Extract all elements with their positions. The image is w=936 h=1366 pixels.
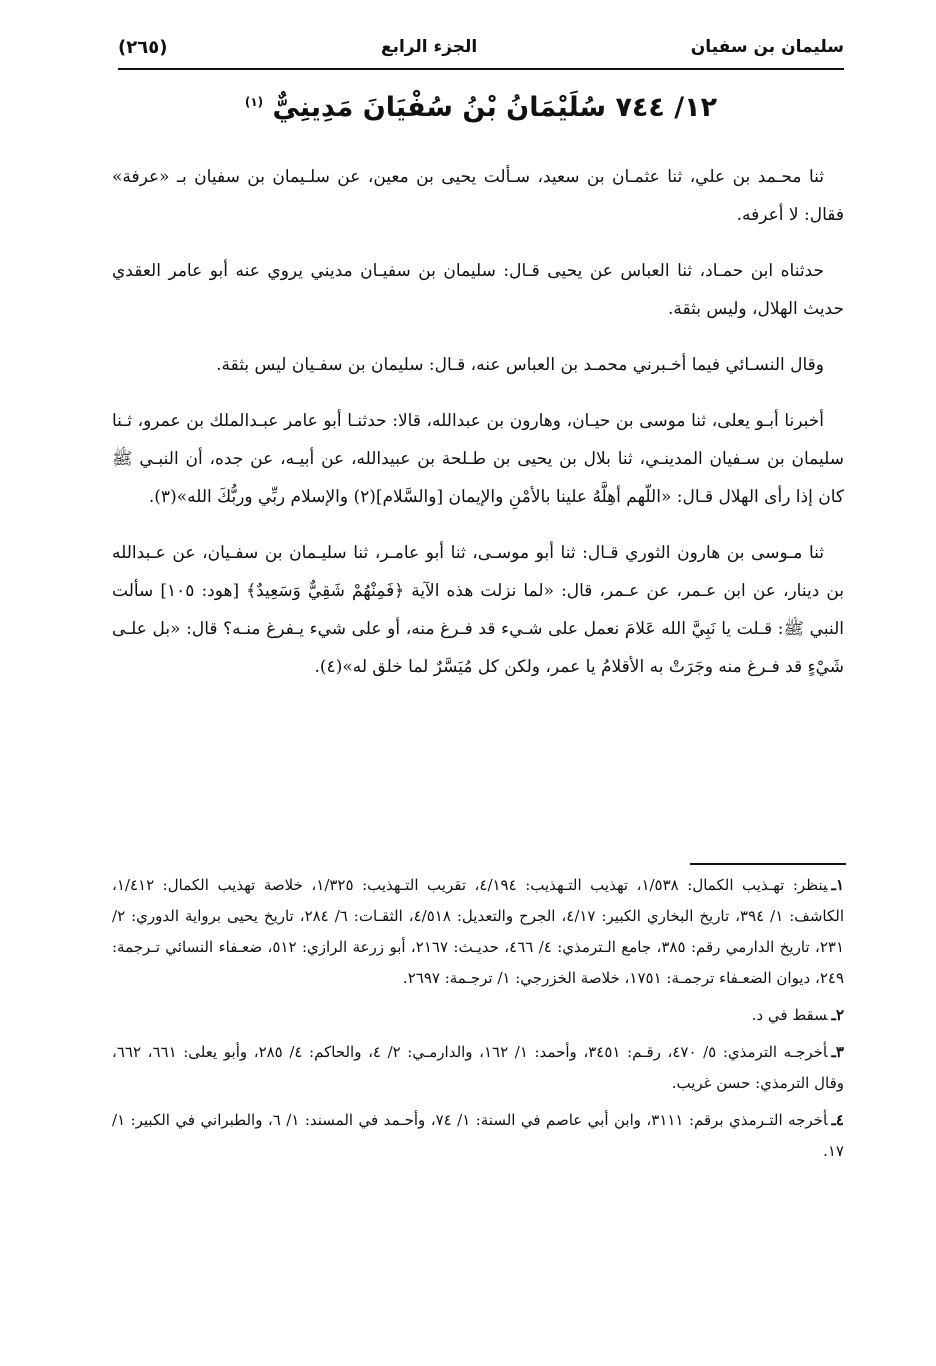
paragraph: ثنا محـمد بن علي، ثنا عثمـان بن سعيد، سـألت يحيى بن معين، عن سلـيمان بن سفيان بـ «عرفة» فقال: لا أعرفه.	[112, 167, 844, 225]
footnote	[112, 870, 844, 994]
entry-title	[118, 92, 844, 123]
paragraph: أخبرنا أبـو يعلى، ثنا موسى بن حيـان، وهارون بن عبدالله، قالا: حدثنـا أبو عامر عبـدالملك بن عمرو، ثـنا سليمان بن سـفيان المدينـي، ثنا بلال بن يحيى بن طـلحة بن عبيدالله، عن أبيـه، عن جده، أن النبـي ﷺ كان إذا رأى الهلال قـال: «اللّهم أهِلَّهُ علينا بالأمْنِ والإيمان [والسَّلام](٢) والإسلام ربِّي وربُّكَ الله»(٣).	[112, 411, 844, 507]
footnote-text: أخرجه التـرمذي برقم: ٣١١١، وابن أبي عاصم في السنة: ١/ ٧٤، وأحـمد في المسند: ١/ ٦، والطبراني في الكبير: ١/ ١٧.	[112, 1111, 844, 1160]
footnote-number: ٢ـ	[831, 1006, 844, 1024]
header-divider	[118, 68, 844, 70]
paragraph: وقال النسـائي فيما أخـبرني محمـد بن العباس عنه، قـال: سليمان بن سفـيان ليس بثقة.	[216, 355, 824, 375]
paragraph: ثنا مـوسى بن هارون الثوري قـال: ثنا أبو موسـى، ثنا أبو عامـر، ثنا سليـمان بن سفـيان، عن عـبدالله بن دينار، عن ابن عـمر، عن عـمر، قال: «لما نزلت هذه الآية ﴿فَمِنْهُمْ شَقِيٌّ وَسَعِيدٌ﴾ [هود: ١٠٥] سألت النبي ﷺ: قـلت يا نَبِيَّ الله عَلامَ نعمل على شـيء قد فـرغ منه، أو على شيء يـفرغ منـه؟ قال: «بل علـى شَيْءٍ قد فـرغ منه وجَرَتْ به الأقلامُ يا عمر، ولكن كل مُيَسَّرٌ لما خلق له»(٤).	[112, 543, 844, 677]
footnote-number: ١ـ	[831, 876, 845, 894]
footnote-text: سقط في د.	[751, 1006, 828, 1024]
footnote-number: ٤ـ	[831, 1111, 844, 1129]
footnote	[112, 1105, 844, 1167]
footnotes	[112, 870, 844, 1173]
header-book-title: سليمان بن سفيان	[690, 37, 844, 57]
header-part: الجزء الرابع	[380, 37, 478, 57]
entry-title-text: ١٢/ ٧٤٤ سُلَيْمَانُ بْنُ سُفْيَانَ مَدِينِيٌّ	[272, 92, 718, 123]
footnote-number: ٣ـ	[831, 1043, 844, 1061]
paragraph: حدثناه ابن حمـاد، ثنا العباس عن يحيى قـال: سليمان بن سفيـان مديني يروي عنه أبو عامر العقدي حديث الهلال، وليس بثقة.	[112, 261, 844, 319]
entry-title-footnote-mark: (١)	[244, 95, 264, 109]
page-number: (٢٦٥)	[118, 36, 168, 58]
footnote-text: أخرجـه الترمذي: ٥/ ٤٧٠، رقـم: ٣٤٥١، وأحمد: ١/ ١٦٢، والدارمـي: ٢/ ٤، والحاكم: ٤/ ٢٨٥، وأبو يعلى: ٦٦١، ٦٦٢، وقال الترمذي: حسن غريب.	[112, 1043, 844, 1092]
footnote	[112, 1000, 844, 1031]
footnote-divider	[690, 863, 846, 865]
footnote	[112, 1037, 844, 1099]
body-text	[112, 158, 844, 704]
footnote-text: ينظر: تهـذيب الكمال: ١/٥٣٨، تهذيب التـهذيب: ٤/١٩٤، تقريب التـهذيب: ١/٣٢٥، خلاصة تهذيب الكمال: ١/٤١٢، الكاشف: ١/ ٣٩٤، تاريخ البخاري الكبير: ٤/١٧، الجرح والتعديل: ٤/٥١٨، الثقـات: ٦/ ٢٨٤، تاريخ يحيى برواية الدوري: ٢/ ٢٣١، تاريخ الدارمي رقم: ٣٨٥، جامع الـترمذي: ٤/ ٤٦٦، حديـث: ٢١٦٧، أبو زرعة الرازي: ٥١٢، ضعـفاء النسائي تـرجمة: ٢٤٩، ديوان الضعـفاء ترجمـة: ١٧٥١، خلاصة الخزرجي: ١/ ترجـمة: ٢٦٩٧.	[112, 876, 844, 987]
running-header	[118, 30, 844, 64]
